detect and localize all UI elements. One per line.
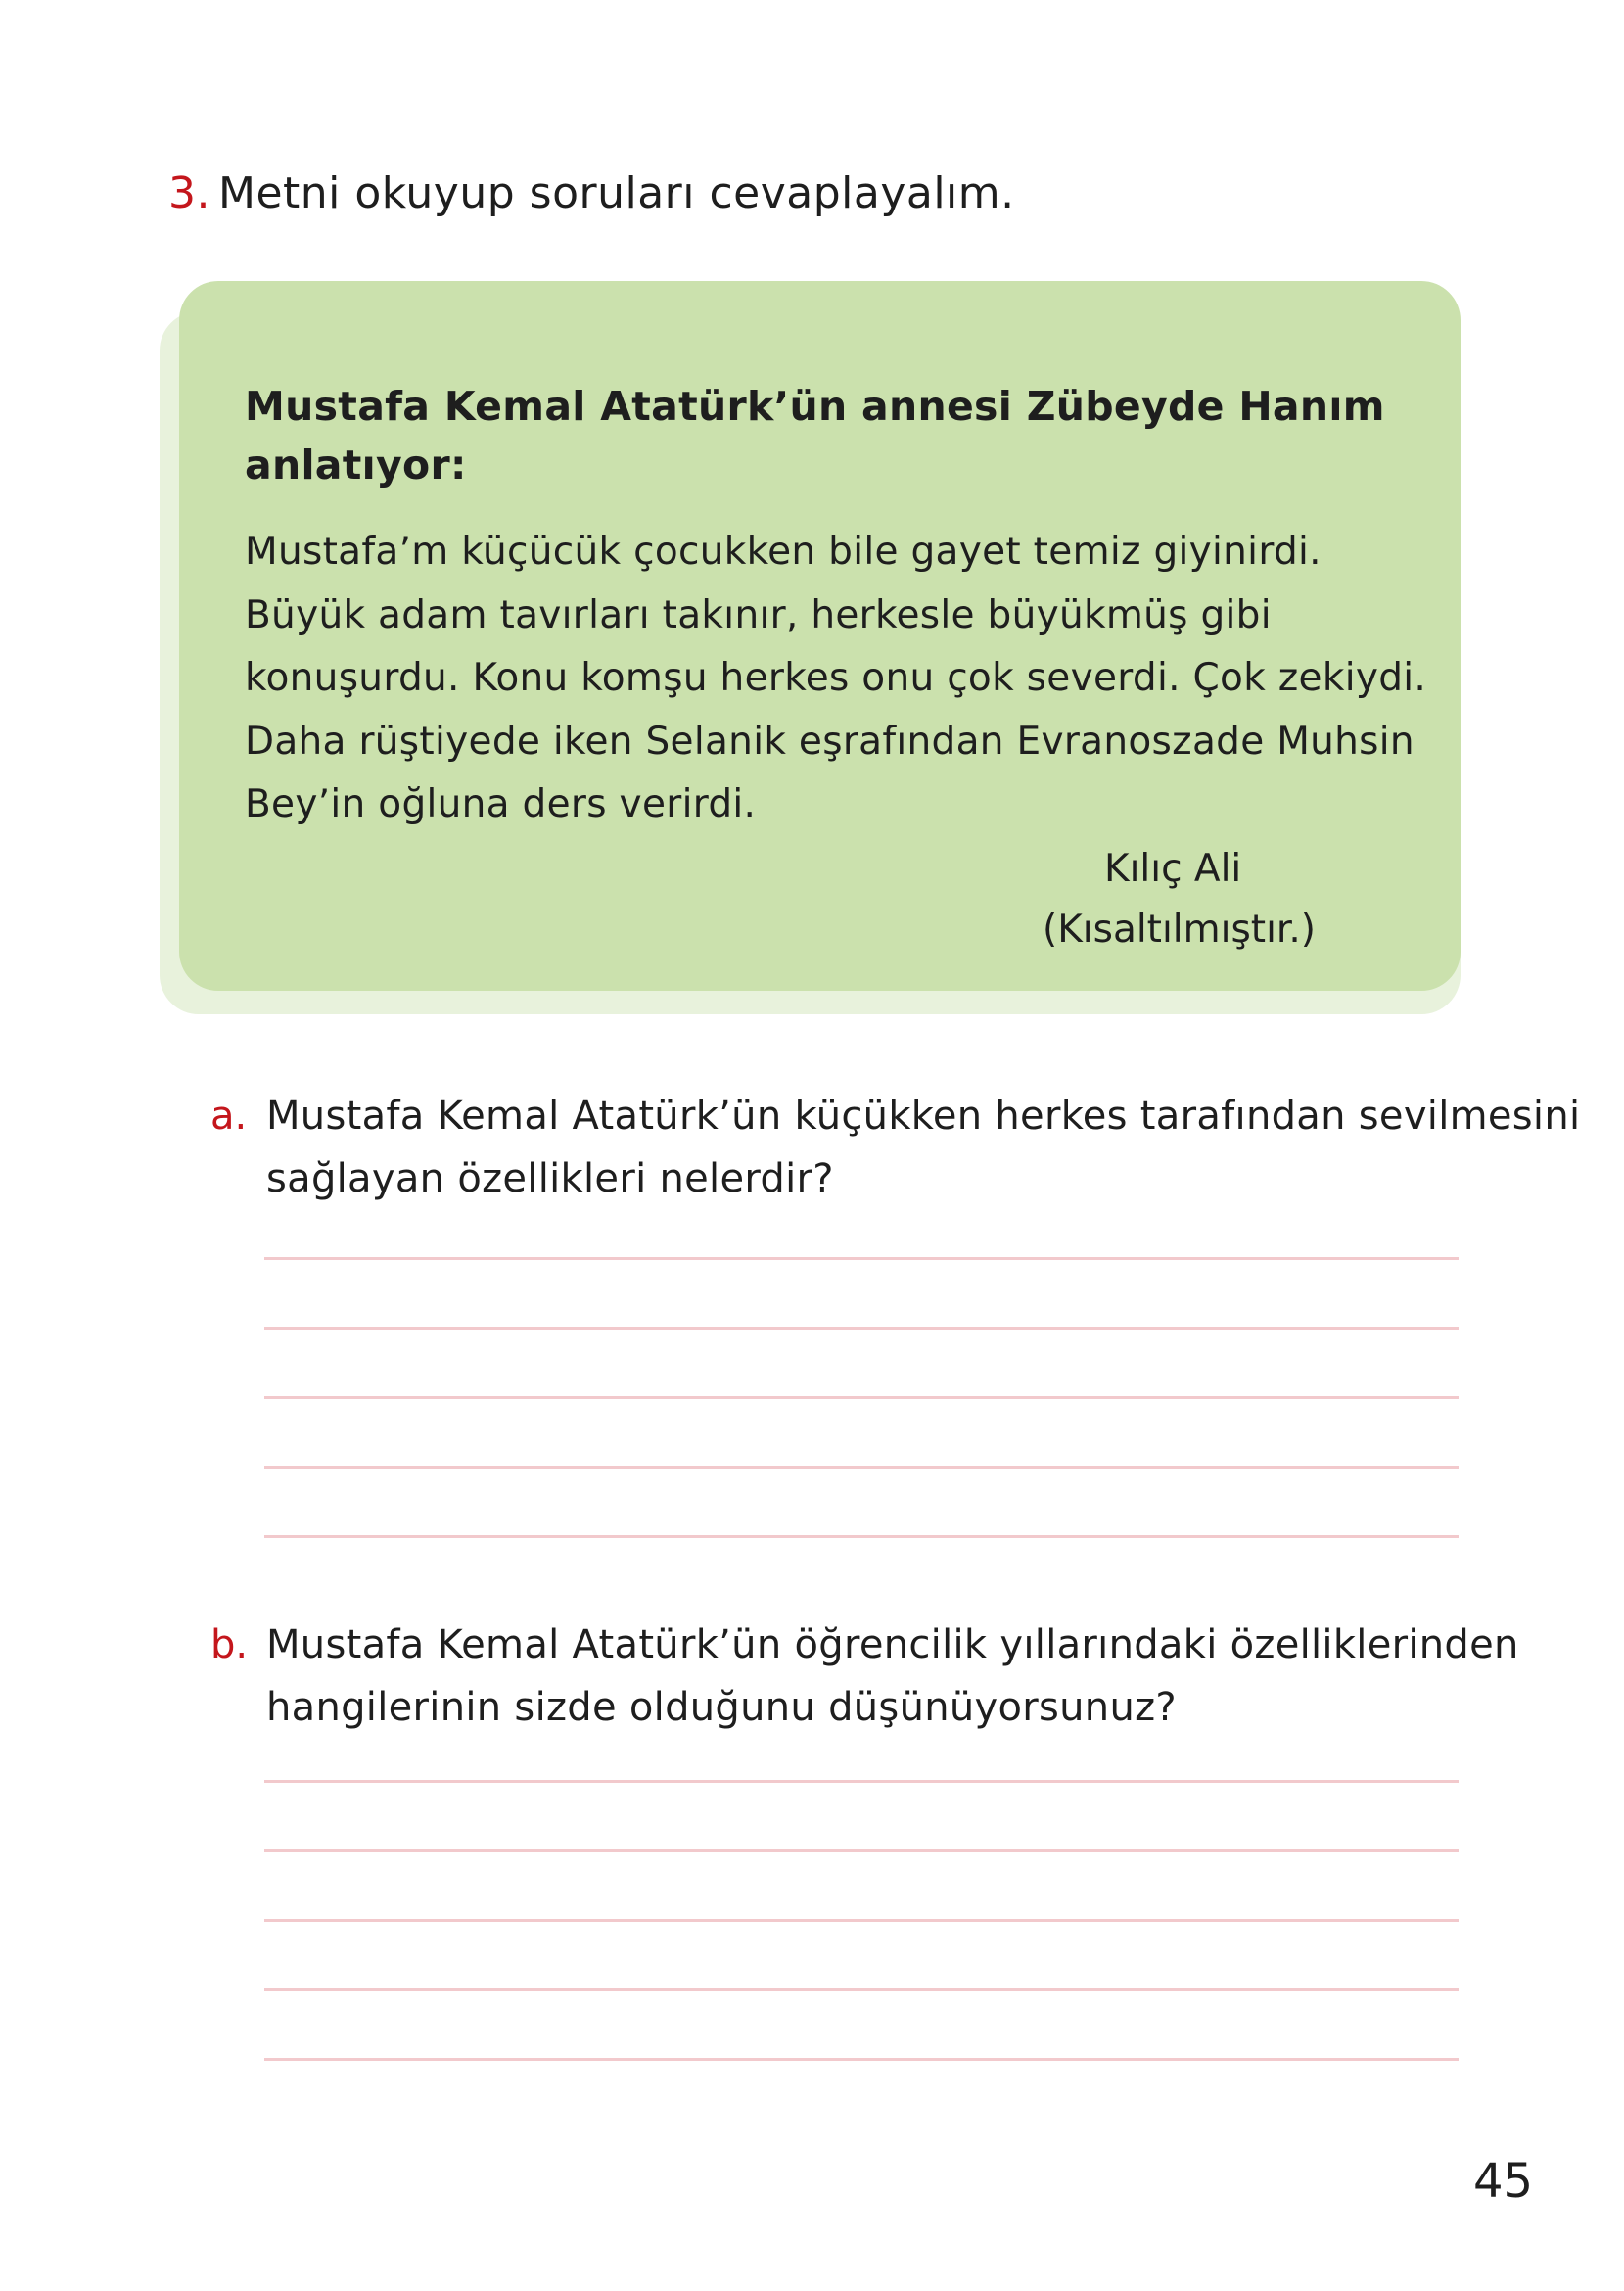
passage-title: Mustafa Kemal Atatürk’ün annesi Zübeyde Hanım anlatıyor: — [245, 383, 1385, 489]
passage-line: Daha rüştiyede iken Selanik eşrafından Evranoszade Muhsin — [245, 719, 1415, 764]
answer-line-b-1[interactable] — [264, 1780, 1459, 1783]
question-line: Mustafa Kemal Atatürk’ün öğrencilik yıllarındaki özelliklerinden — [266, 1622, 1519, 1667]
answer-line-b-3[interactable] — [264, 1919, 1459, 1922]
page-number: 45 — [1473, 2154, 1534, 2209]
answer-line-a-1[interactable] — [264, 1257, 1459, 1260]
question-b — [210, 1613, 1519, 1739]
question-line: hangilerinin sizde olduğunu düşünüyorsunuz? — [266, 1685, 1177, 1730]
exercise-heading — [168, 164, 1015, 223]
question-line: sağlayan özellikleri nelerdir? — [266, 1156, 834, 1201]
passage-line: Büyük adam tavırları takınır, herkesle büyükmüş gibi — [245, 592, 1272, 637]
passage-line: konuşurdu. Konu komşu herkes onu çok severdi. Çok zekiydi. — [245, 656, 1427, 700]
exercise-instruction: Metni okuyup soruları cevaplayalım. — [217, 168, 1015, 218]
answer-line-b-4[interactable] — [264, 1988, 1459, 1991]
passage-line: Bey’in oğluna ders verirdi. — [245, 782, 757, 826]
question-a — [210, 1085, 1581, 1210]
answer-line-a-5[interactable] — [264, 1535, 1459, 1538]
question-label: b. — [210, 1622, 249, 1667]
passage-body — [245, 521, 1439, 837]
question-text — [266, 1085, 1581, 1210]
passage-source-note: (Kısaltılmıştır.) — [1043, 908, 1316, 952]
exercise-number: 3. — [168, 168, 210, 218]
answer-line-b-2[interactable] — [264, 1849, 1459, 1852]
answer-line-a-4[interactable] — [264, 1466, 1459, 1469]
answer-line-a-3[interactable] — [264, 1396, 1459, 1399]
answer-line-a-2[interactable] — [264, 1327, 1459, 1330]
answer-line-b-5[interactable] — [264, 2058, 1459, 2061]
passage-line: Mustafa’m küçücük çocukken bile gayet temiz giyinirdi. — [245, 530, 1322, 574]
question-text — [266, 1613, 1519, 1739]
question-line: Mustafa Kemal Atatürk’ün küçükken herkes tarafından sevilmesini — [266, 1094, 1581, 1139]
question-label: a. — [210, 1094, 248, 1139]
passage-author: Kılıç Ali — [1104, 847, 1242, 891]
